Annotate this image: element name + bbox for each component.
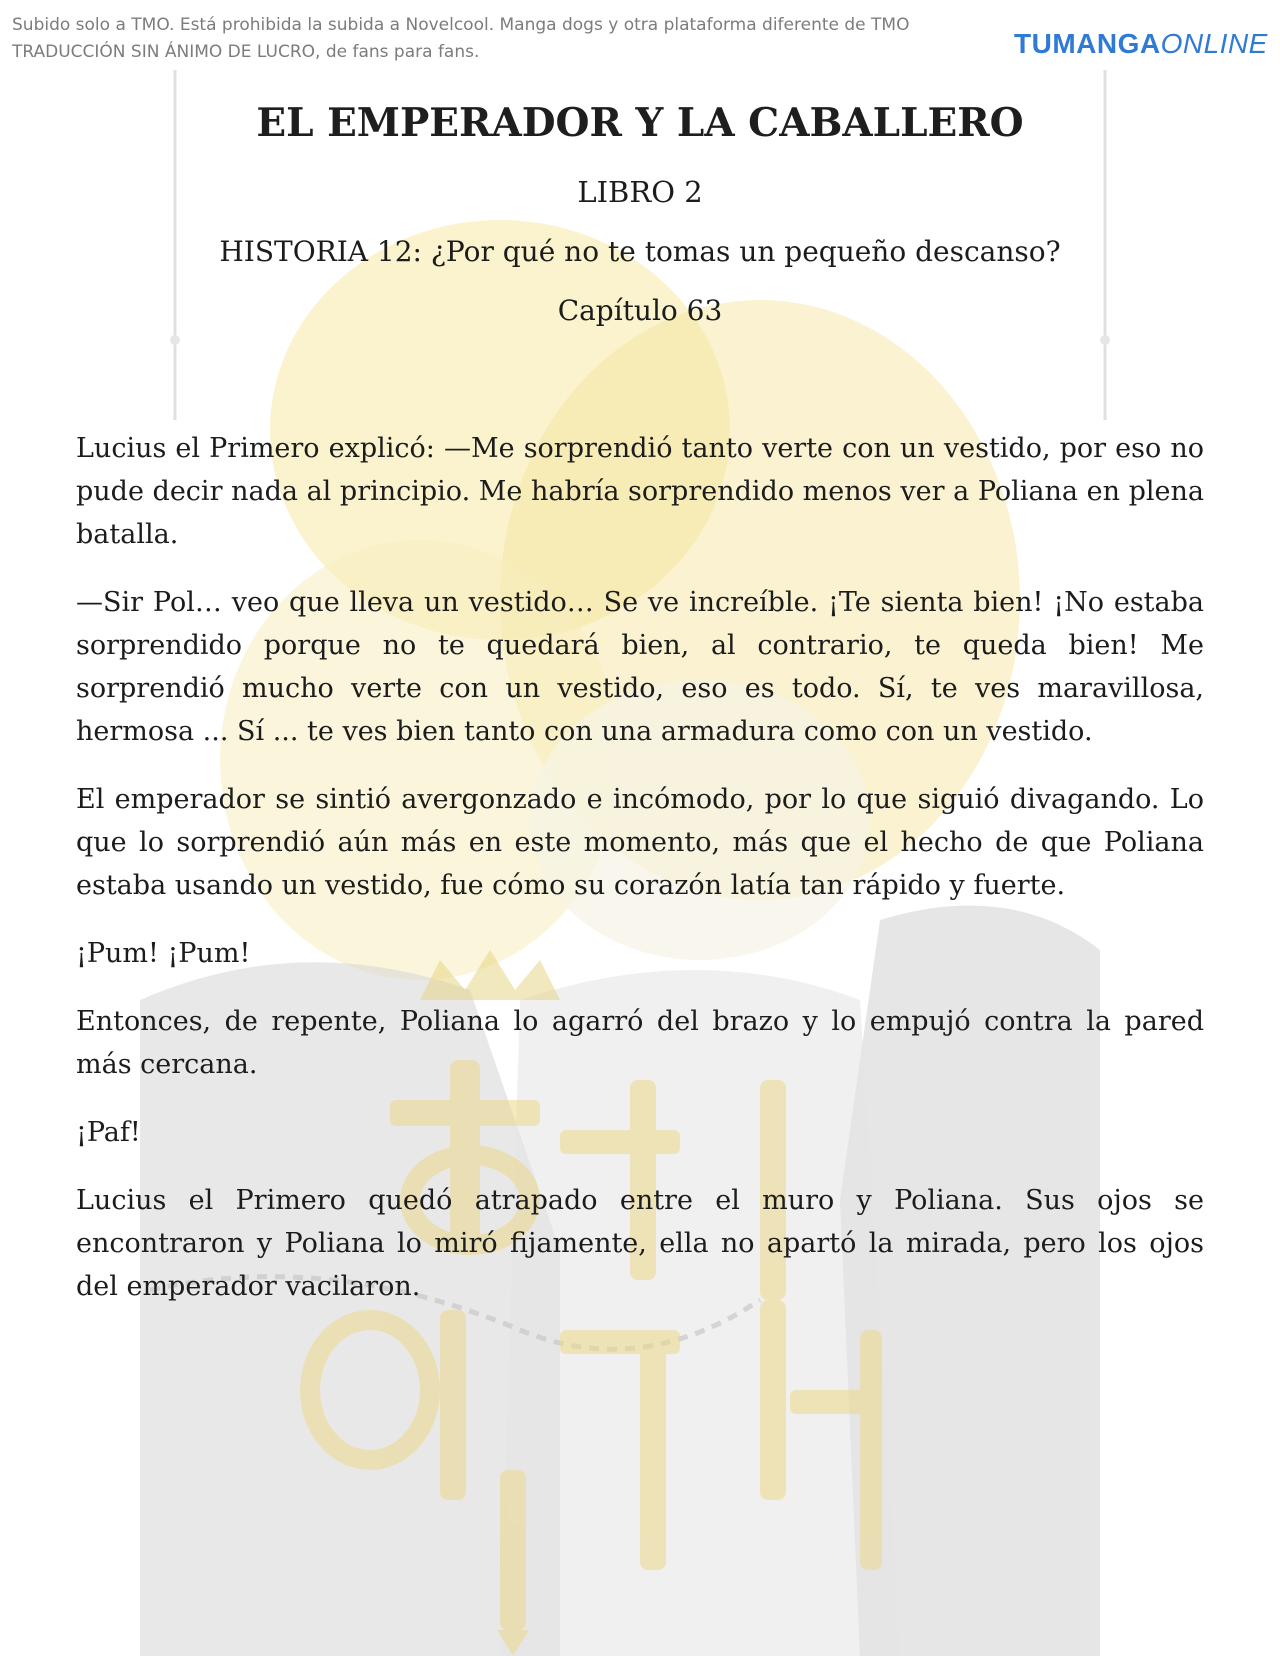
story-title: HISTORIA 12: ¿Por qué no te tomas un pequeño descanso? [219,235,1061,268]
upload-notice-line-1: Subido solo a TMO. Está prohibida la subida a Novelcool. Manga dogs y otra plataforma diferente de TMO [12,15,910,35]
paragraph: Lucius el Primero quedó atrapado entre el muro y Poliana. Sus ojos se encontraron y Poliana lo miró fijamente, ella no apartó la mirada, pero los ojos del emperador vacilaron. [76,1185,1204,1302]
upload-notice [12,12,909,66]
tumangaonline-logo [1014,28,1268,60]
logo-text-online: ONLINE [1160,28,1268,59]
paragraph: El emperador se sintió avergonzado e incómodo, por lo que siguió divagando. Lo que lo sorprendió aún más en este momento, más que el hecho de que Poliana estaba usando un vestido, fue cómo su corazón latía tan rápido y fuerte. [76,784,1204,901]
paragraph: —Sir Pol… veo que lleva un vestido… Se ve increíble. ¡Te sienta bien! ¡No estaba sorprendido porque no te quedará bien, al contrario, te queda bien! Me sorprendió mucho verte con un vestido, eso es todo. Sí, te ves maravillosa, hermosa ... Sí ... te ves bien tanto con una armadura como con un vestido. [76,587,1204,747]
chapter-body [76,427,1204,1333]
paragraph: Entonces, de repente, Poliana lo agarró del brazo y lo empujó contra la pared más cercana. [76,1006,1204,1080]
book-number: LIBRO 2 [577,175,703,209]
paragraph: ¡Pum! ¡Pum! [76,938,251,969]
upload-notice-line-2: TRADUCCIÓN SIN ÁNIMO DE LUCRO, de fans para fans. [12,42,480,62]
paragraph: ¡Paf! [76,1117,141,1148]
paragraph: Lucius el Primero explicó: —Me sorprendió tanto verte con un vestido, por eso no pude decir nada al principio. Me habría sorprendido menos ver a Poliana en plena batalla. [76,433,1204,550]
book-title: EL EMPERADOR Y LA CABALLERO [256,100,1024,146]
chapter-number: Capítulo 63 [557,294,723,327]
logo-text-tumanga: TUMANGA [1014,28,1161,59]
